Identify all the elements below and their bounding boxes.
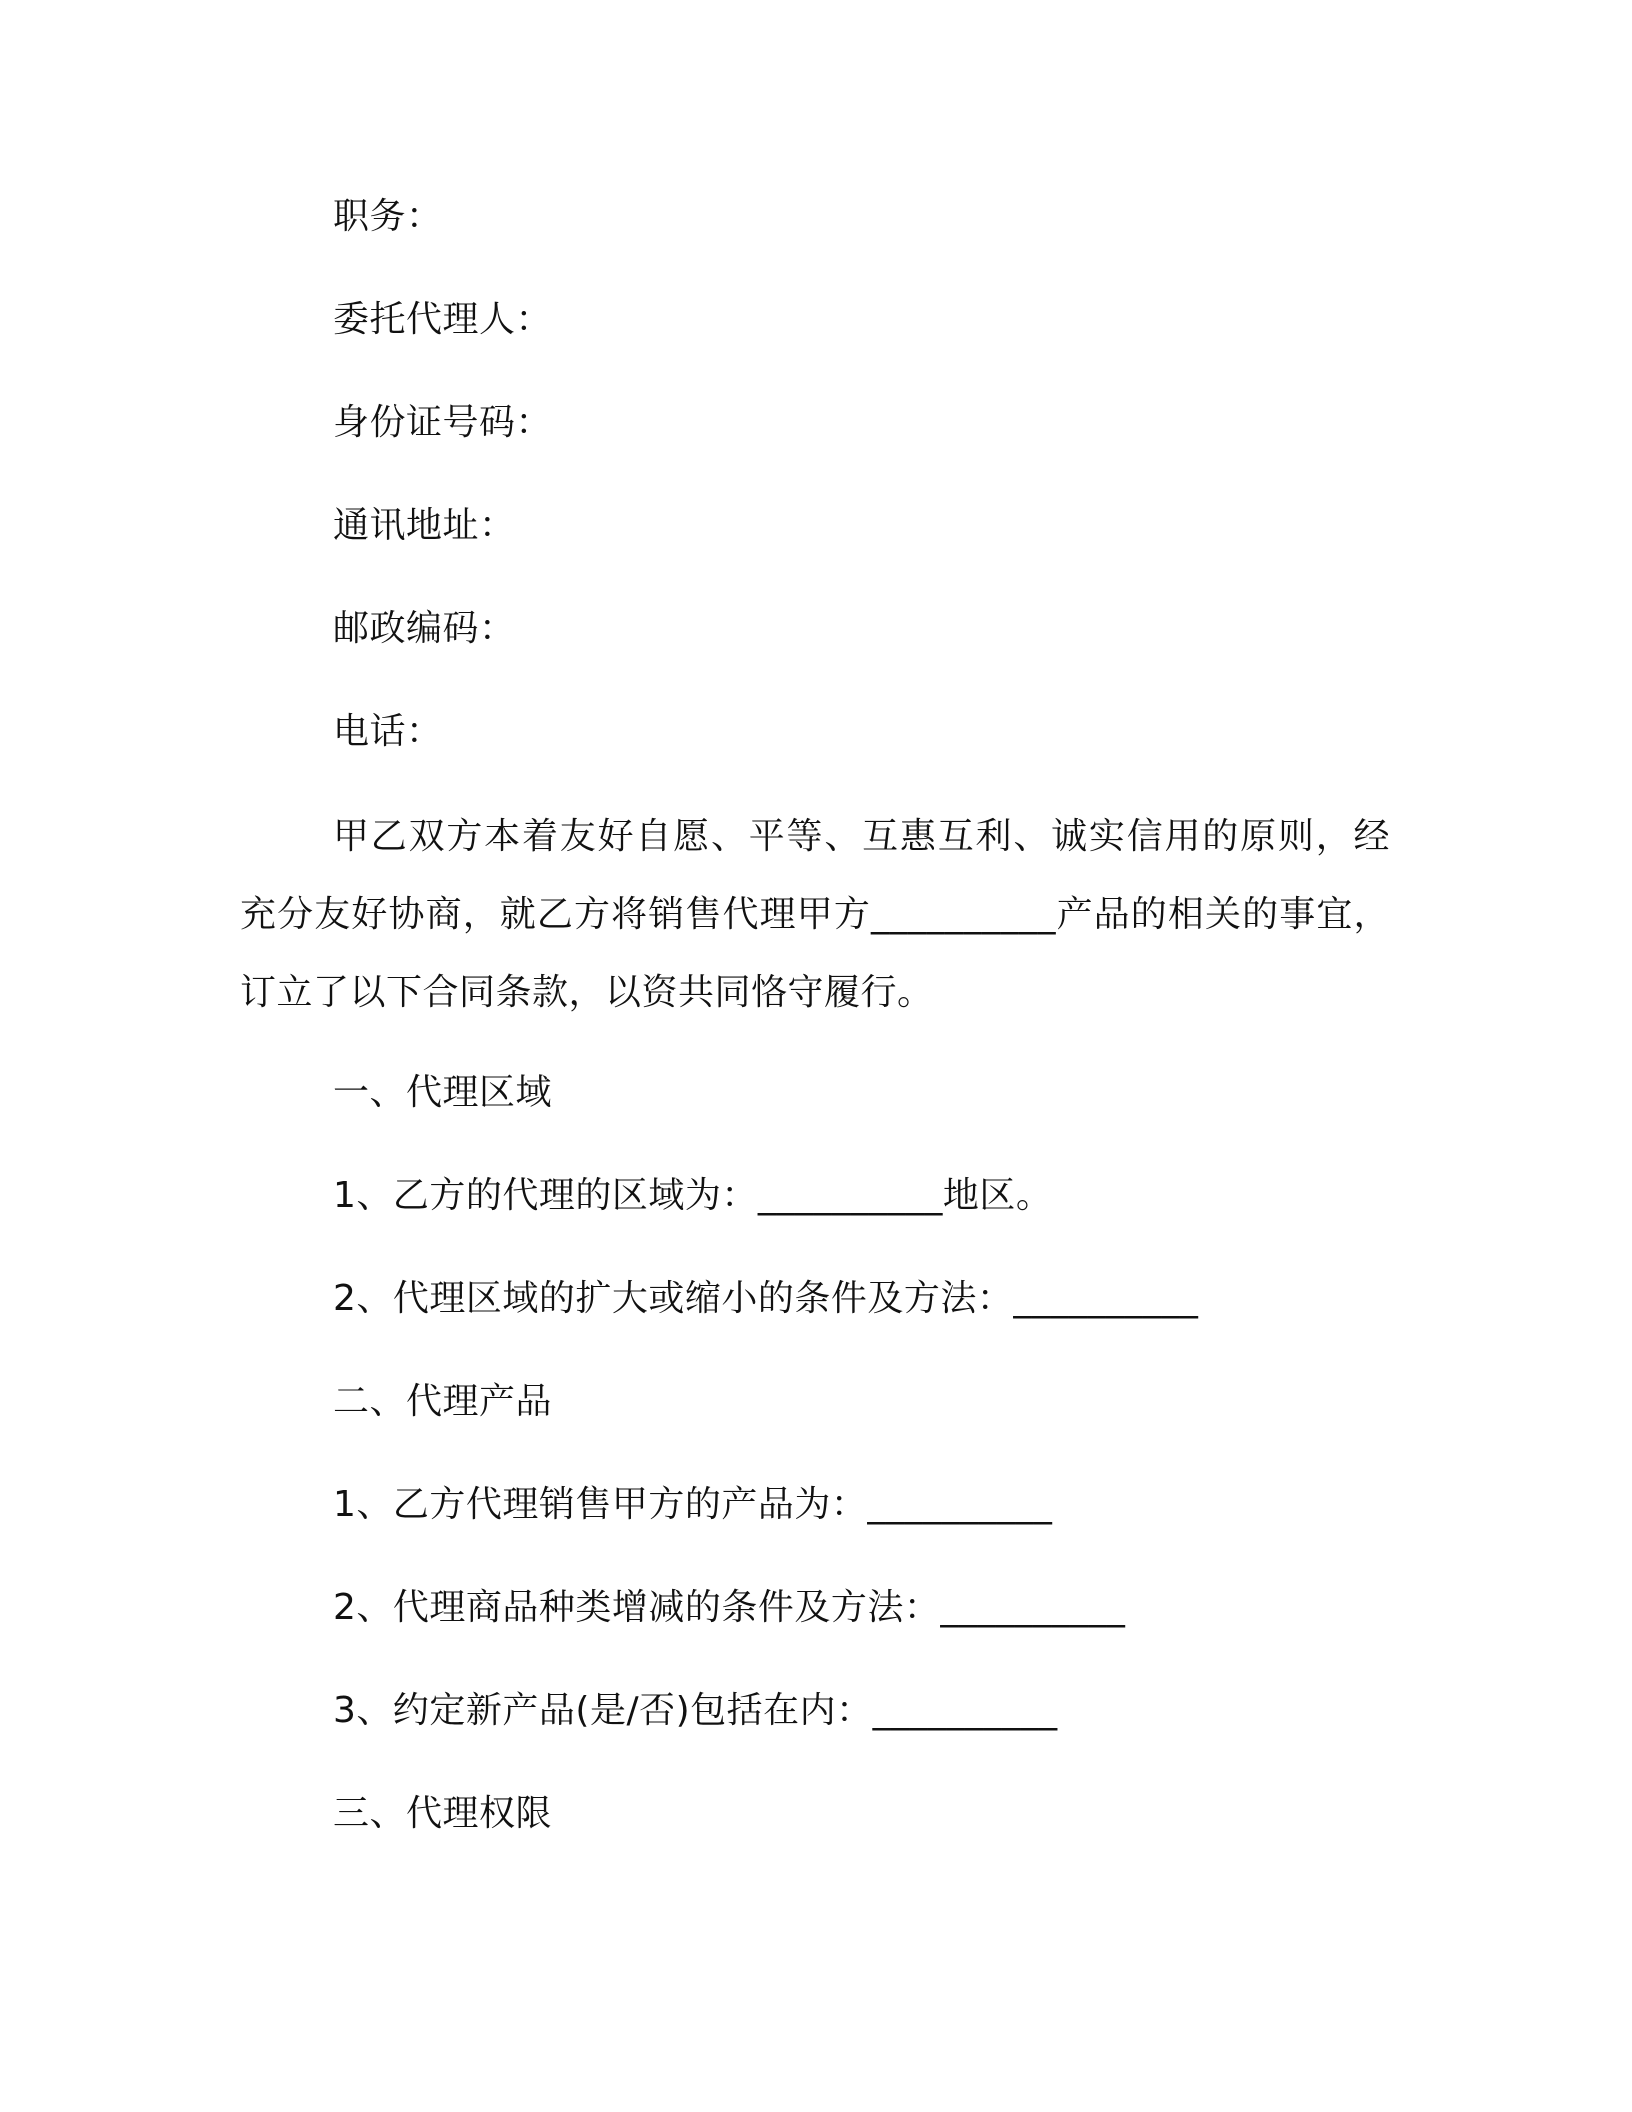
- section2-item-1: 1、乙方代理销售甲方的产品为：__________: [333, 1484, 1053, 1525]
- section-heading-region: 一、代理区域: [333, 1072, 553, 1113]
- field-postal-code: 邮政编码：: [333, 608, 516, 649]
- section1-item-2: 2、代理区域的扩大或缩小的条件及方法：__________: [333, 1278, 1199, 1319]
- section-heading-products: 二、代理产品: [333, 1381, 553, 1422]
- field-phone: 电话：: [333, 711, 443, 752]
- field-id-number: 身份证号码：: [333, 402, 553, 443]
- intro-paragraph: 甲乙双方本着友好自愿、平等、互惠互利、诚实信用的原则，经充分友好协商，就乙方将销售代理甲方__________产品的相关的事宜，订立了以下合同条款，以资共同恪守履行。: [240, 816, 1390, 1013]
- field-position: 职务：: [333, 196, 443, 237]
- field-agent: 委托代理人：: [333, 299, 553, 340]
- section1-item-1: 1、乙方的代理的区域为：__________地区。: [333, 1175, 1053, 1216]
- section2-item-2: 2、代理商品种类增减的条件及方法：__________: [333, 1587, 1126, 1628]
- field-address: 通讯地址：: [333, 505, 516, 546]
- section-heading-authority: 三、代理权限: [333, 1793, 553, 1834]
- section2-item-3: 3、约定新产品(是/否)包括在内：__________: [333, 1690, 1058, 1731]
